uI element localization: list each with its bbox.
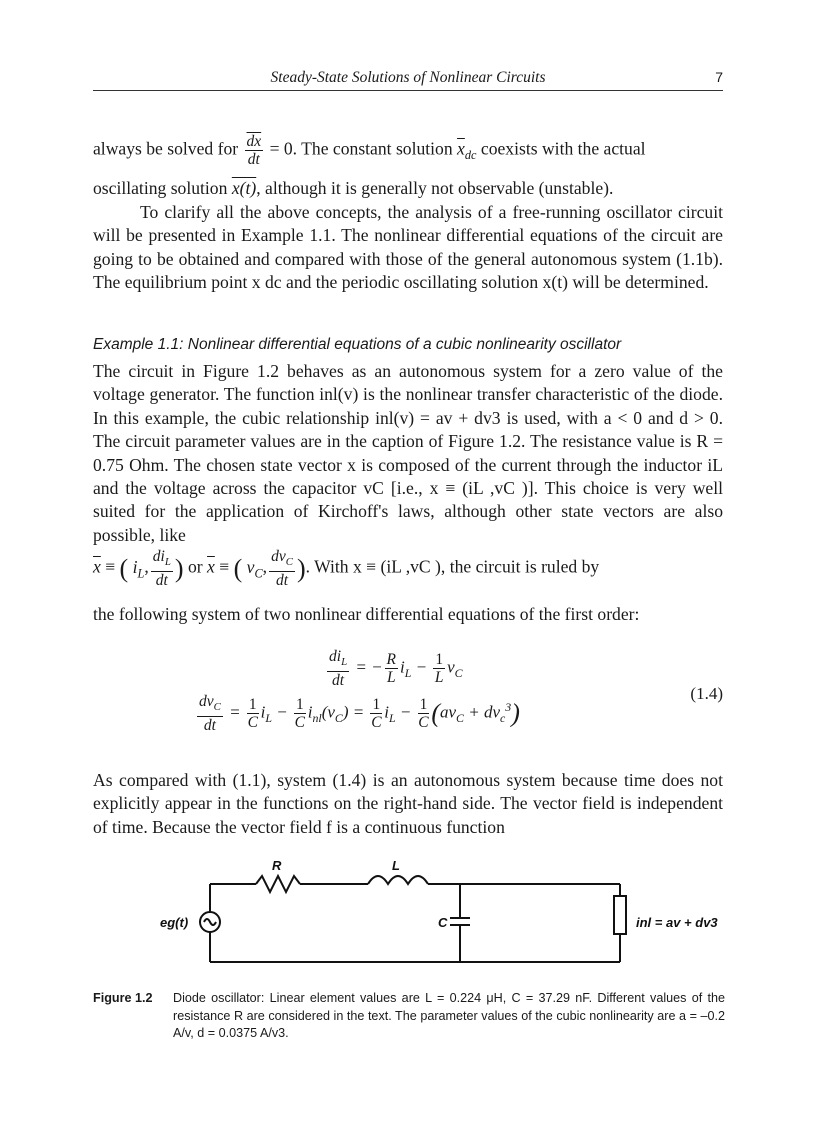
math-vC: $v_C$ — [246, 556, 263, 581]
fraction-denominator: dt — [155, 572, 168, 590]
math-xt: x(t) — [231, 178, 257, 198]
text-fragment: , although it is generally not observable (unstable). — [256, 178, 614, 198]
label-L: L — [392, 858, 400, 873]
fraction-numerator: $dv_C$ — [269, 548, 295, 572]
text-fragment: = 0. The constant solution — [269, 138, 453, 159]
running-header — [93, 66, 723, 91]
paragraph-4: As compared with (1.1), system (1.4) is an autonomous system because time does not explicitly appear in the functions on the right-hand side. The vector field is independent of time. Because the vector field f is a continuous function — [93, 770, 723, 837]
frac — [433, 651, 445, 686]
paren: ( — [233, 553, 243, 583]
text-fragment: . With x ≡ (iL ,vC ), the circuit is ruled by — [305, 556, 600, 577]
fraction-denominator: dt — [332, 672, 345, 690]
fraction-numerator: 1 — [435, 651, 444, 669]
nonlinear-element — [614, 896, 626, 934]
frac — [247, 696, 259, 731]
fraction-denominator: C — [247, 714, 258, 732]
fraction-denominator: L — [386, 669, 396, 687]
fraction-denominator: C — [371, 714, 382, 732]
equation-1-4-line-2: $\frac{dv_C}{dt}$ = $\frac{1}{C}$ $i_L$ − $\frac{1}{C}$ $i_{nl}(v_C)$ = $\frac{1}{C}$ $i_L$ − $\frac{1}{C}$ $(av_C + dv_c^3)$ — [199, 693, 520, 735]
text-fragment: or — [187, 556, 203, 577]
state-vector-line: $\overline{x}$ ≡ ( $i_L$, $\frac{di_L}{dt}$ ) or $\overline{x}$ ≡ ( $v_C$, $\frac{dv_C}{dt}$ ). With x ≡ (iL ,vC ), the circuit is ruled by — [93, 548, 600, 590]
caption-text: Diode oscillator: Linear element values are L = 0.224 μH, C = 37.29 nF. Different values of the resistance R are considered in the text. The parameter values of the cubic nonlinearity are a = –0.2 A/v, d = 0.0375 A/v3. — [173, 991, 725, 1041]
paragraph-3-last: the following system of two nonlinear differential equations of the first order: — [93, 604, 640, 624]
circuit-figure — [160, 858, 718, 983]
math-sub: dc — [464, 148, 477, 163]
frac-diL-dt — [151, 548, 173, 589]
frac — [294, 696, 306, 731]
circuit-diagram — [160, 858, 718, 978]
paren: ( — [431, 698, 440, 728]
math-xbar: $\overline{x}$ — [93, 556, 101, 577]
paren: ) — [511, 698, 520, 728]
page-number: 7 — [715, 69, 723, 85]
fraction-denominator: C — [294, 714, 305, 732]
fraction-numerator: 1 — [248, 696, 257, 714]
text-fragment: coexists with the actual — [480, 138, 646, 159]
paragraph-3: The circuit in Figure 1.2 behaves as an autonomous system for a zero value of the voltage generator. The function inl(v) is the nonlinear transfer characteristic of the diode. In this example, the cubic relationship inl(v) = av + dv3 is used, with a < 0 and d > 0. The circuit parameter values are in the caption of Figure 1.2. The resistance value is R = 0.75 Ohm. The chosen state vector x is composed of the current through the inductor iL and the voltage across the capacitor vC [i.e., x ≡ (iL ,vC )]. This choice is very well suited for the application of Kirchoff's laws, although other state vectors are also possible, like — [93, 361, 723, 545]
fraction-numerator: $dv_C$ — [197, 693, 223, 717]
paragraph-1-line-2 — [93, 177, 723, 200]
fraction-denominator: dt — [247, 151, 260, 168]
fraction-numerator: R — [386, 651, 397, 669]
fraction-numerator: 1 — [419, 696, 428, 714]
fraction-numerator: $di_L$ — [327, 648, 349, 672]
equation-1-4-line-1: $\frac{di_L}{dt}$ = − $\frac{R}{L}$ $i_L$ − $\frac{1}{L}$ $v_C$ — [329, 648, 463, 690]
equation-number: (1.4) — [690, 684, 723, 703]
paren: ) — [174, 553, 184, 583]
math-xdc: $\overline{x}$ — [457, 138, 465, 159]
text-fragment: always be solved for — [93, 138, 239, 159]
frac-dvC-dt — [269, 548, 295, 589]
frac — [197, 693, 223, 734]
fraction-numerator: 1 — [372, 696, 381, 714]
resistor-symbol — [256, 876, 300, 892]
label-C: C — [438, 915, 448, 930]
derivative-fraction — [245, 133, 264, 168]
source-wave — [204, 919, 216, 925]
paragraph-2: To clarify all the above concepts, the analysis of a free-running oscillator circuit will be presented in Example 1.1. The nonlinear differential equations of the circuit are going to be obtained and compared with those of the general autonomous system (1.1b). The equilibrium point x dc and the periodic oscillating solution x(t) will be determined. — [93, 202, 723, 293]
label-source: eg(t) — [160, 915, 189, 930]
fraction-denominator: dt — [275, 572, 289, 590]
frac — [385, 651, 398, 686]
fraction-denominator: C — [418, 714, 429, 732]
running-title: Steady-State Solutions of Nonlinear Circuits — [270, 69, 546, 86]
frac — [418, 696, 430, 731]
fraction-denominator: dt — [203, 717, 216, 735]
paragraph-1-line-1 — [93, 133, 723, 168]
inductor-symbol — [368, 876, 428, 884]
caption-label: Figure 1.2 — [93, 991, 153, 1005]
math-iL: $i_L$ — [132, 556, 145, 581]
math-xbar: $\overline{x}$ — [207, 556, 215, 577]
frac — [327, 648, 349, 689]
frac — [370, 696, 382, 731]
label-diode: inl = av + dv3 — [636, 915, 718, 930]
example-title: Example 1.1: Nonlinear differential equations of a cubic nonlinearity oscillator — [93, 336, 622, 353]
paren: ( — [119, 553, 129, 583]
fraction-denominator: L — [434, 669, 444, 687]
label-R: R — [272, 858, 282, 873]
text-fragment: oscillating solution — [93, 178, 228, 198]
paren: ) — [296, 553, 306, 583]
fraction-numerator: $\overline{dx}$ — [246, 133, 262, 150]
fraction-numerator: 1 — [295, 696, 304, 714]
fraction-numerator: $di_L$ — [151, 548, 173, 572]
